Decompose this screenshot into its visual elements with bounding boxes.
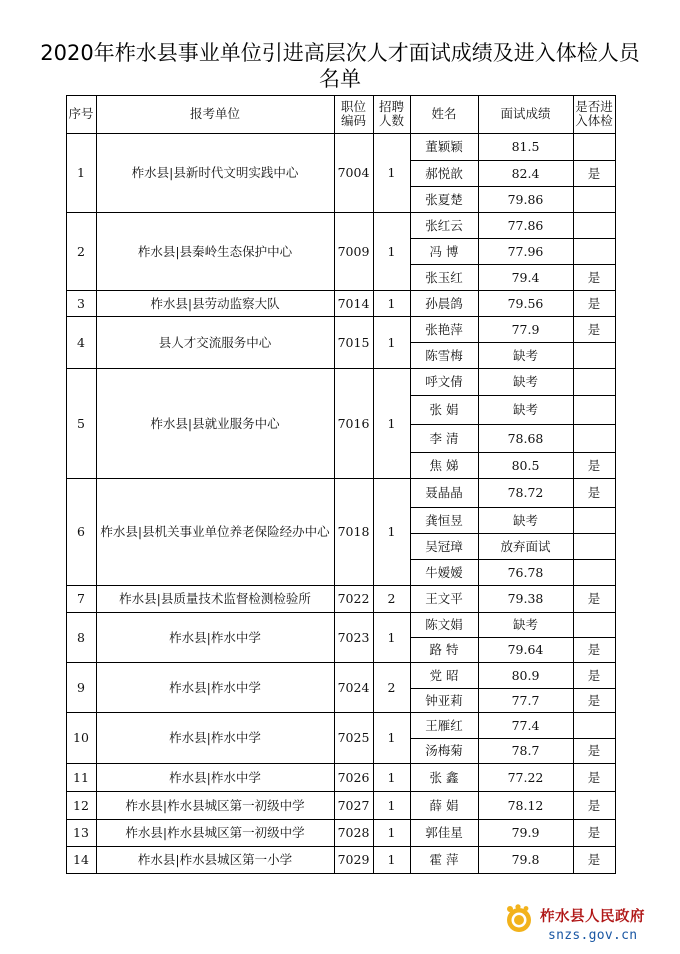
candidate-name: 张 娟 bbox=[429, 402, 459, 417]
site-url[interactable]: snzs.gov.cn bbox=[548, 928, 638, 943]
exam-status: 是 bbox=[587, 269, 601, 285]
exam-status: 是 bbox=[587, 825, 601, 840]
quota-count: 1 bbox=[387, 334, 396, 350]
position-code: 7029 bbox=[337, 852, 370, 867]
unit-name: 柞水县|柞水中学 bbox=[169, 629, 261, 645]
candidate-name: 焦 娣 bbox=[429, 457, 459, 473]
interview-score: 81.5 bbox=[511, 139, 540, 154]
interview-score: 缺考 bbox=[512, 347, 538, 363]
exam-status bbox=[573, 612, 615, 637]
exam-status bbox=[573, 212, 615, 238]
candidate-name: 孙晨鸽 bbox=[425, 295, 463, 311]
exam-status bbox=[573, 424, 615, 452]
position-code: 7026 bbox=[337, 769, 370, 785]
position-code: 7018 bbox=[337, 524, 370, 539]
exam-status bbox=[573, 238, 615, 264]
unit-name: 柞水县|柞水中学 bbox=[169, 679, 261, 695]
unit-name: 柞水县|柞水县城区第一初级中学 bbox=[125, 825, 305, 840]
interview-score: 79.8 bbox=[511, 852, 540, 867]
interview-score: 缺考 bbox=[512, 374, 538, 389]
unit-name: 柞水县|县新时代文明实践中心 bbox=[131, 165, 299, 180]
candidate-name: 牛嫒嫒 bbox=[425, 564, 463, 580]
unit-name: 柞水县|县秦岭生态保护中心 bbox=[137, 243, 293, 259]
candidate-name: 汤梅菊 bbox=[425, 743, 463, 758]
quota-count: 1 bbox=[387, 825, 396, 840]
exam-status: 是 bbox=[587, 692, 601, 708]
candidate-name: 聂晶晶 bbox=[425, 485, 463, 500]
exam-status bbox=[573, 342, 615, 368]
candidate-name: 王雁红 bbox=[425, 717, 463, 733]
candidate-name: 张玉红 bbox=[425, 269, 463, 285]
header-quota: 招聘人数 bbox=[379, 99, 405, 128]
interview-score: 79.9 bbox=[511, 825, 540, 840]
group-divider bbox=[66, 873, 616, 874]
position-code: 7023 bbox=[337, 629, 370, 645]
exam-status: 是 bbox=[587, 642, 601, 657]
position-code: 7024 bbox=[337, 679, 370, 695]
candidate-name: 王文平 bbox=[425, 591, 463, 606]
exam-status bbox=[573, 395, 615, 424]
exam-status: 是 bbox=[587, 295, 601, 311]
interview-score: 78.72 bbox=[507, 485, 544, 500]
row-index: 9 bbox=[77, 679, 85, 695]
candidate-name: 郭佳星 bbox=[425, 825, 463, 840]
exam-status bbox=[573, 186, 615, 212]
candidate-name: 陈文娟 bbox=[425, 617, 463, 632]
header-name: 姓名 bbox=[431, 106, 457, 121]
candidate-name: 郝悦歆 bbox=[425, 165, 463, 181]
candidate-name: 冯 博 bbox=[429, 243, 459, 259]
candidate-name: 薛 娟 bbox=[429, 797, 459, 813]
position-code: 7004 bbox=[337, 165, 370, 180]
candidate-name: 吴冠璋 bbox=[425, 538, 463, 554]
header-index: 序号 bbox=[68, 106, 94, 121]
interview-score: 79.38 bbox=[507, 591, 544, 606]
gov-logo-icon bbox=[504, 904, 534, 936]
exam-status: 是 bbox=[587, 321, 601, 337]
interview-score: 78.12 bbox=[507, 797, 544, 813]
position-code: 7016 bbox=[337, 415, 370, 431]
interview-score: 77.86 bbox=[507, 217, 544, 233]
row-index: 1 bbox=[77, 165, 85, 180]
row-index: 14 bbox=[73, 852, 89, 867]
candidate-name: 路 特 bbox=[429, 642, 459, 657]
exam-status: 是 bbox=[587, 591, 601, 606]
quota-count: 1 bbox=[387, 415, 396, 431]
candidate-name: 霍 萍 bbox=[429, 852, 459, 867]
interview-score: 80.5 bbox=[511, 457, 540, 473]
exam-status: 是 bbox=[587, 769, 601, 785]
row-index: 7 bbox=[77, 591, 85, 606]
quota-count: 2 bbox=[387, 679, 396, 695]
exam-status bbox=[573, 507, 615, 533]
interview-score: 77.22 bbox=[507, 769, 544, 785]
position-code: 7022 bbox=[337, 591, 370, 606]
header-exam: 是否进入体检 bbox=[575, 99, 613, 128]
interview-score: 79.4 bbox=[511, 269, 540, 285]
unit-name: 柞水县|县质量技术监督检测检验所 bbox=[119, 591, 311, 606]
interview-score: 77.9 bbox=[511, 321, 540, 337]
interview-score: 放弃面试 bbox=[500, 538, 551, 554]
interview-score: 77.4 bbox=[511, 717, 540, 733]
quota-count: 1 bbox=[387, 295, 396, 311]
exam-status bbox=[573, 133, 615, 160]
interview-score: 78.7 bbox=[511, 743, 540, 758]
candidate-name: 张艳萍 bbox=[425, 321, 463, 337]
candidate-name: 李 清 bbox=[429, 430, 459, 446]
exam-status: 是 bbox=[587, 457, 601, 473]
unit-name: 柞水县|县劳动监察大队 bbox=[150, 295, 280, 311]
interview-score: 78.68 bbox=[507, 430, 544, 446]
row-index: 11 bbox=[73, 769, 89, 785]
row-index: 6 bbox=[77, 524, 85, 539]
exam-status bbox=[573, 712, 615, 738]
quota-count: 1 bbox=[387, 243, 396, 259]
row-index: 8 bbox=[77, 629, 85, 645]
interview-score: 80.9 bbox=[511, 667, 540, 683]
row-index: 13 bbox=[73, 825, 89, 840]
exam-status bbox=[573, 559, 615, 585]
candidate-name: 龚恒昱 bbox=[425, 512, 463, 528]
row-index: 4 bbox=[77, 334, 85, 350]
interview-score: 缺考 bbox=[512, 402, 538, 417]
unit-name: 柞水县|柞水县城区第一初级中学 bbox=[125, 797, 305, 813]
exam-status bbox=[573, 533, 615, 559]
exam-status: 是 bbox=[587, 485, 601, 500]
quota-count: 1 bbox=[387, 730, 396, 745]
quota-count: 1 bbox=[387, 629, 396, 645]
unit-name: 柞水县|县就业服务中心 bbox=[150, 415, 280, 431]
table-border-top bbox=[66, 95, 616, 96]
candidate-name: 陈雪梅 bbox=[425, 347, 463, 363]
unit-name: 柞水县|县机关事业单位养老保险经办中心 bbox=[100, 524, 330, 539]
candidate-name: 钟亚莉 bbox=[425, 692, 463, 708]
interview-score: 76.78 bbox=[507, 564, 544, 580]
row-index: 10 bbox=[73, 730, 89, 745]
exam-status: 是 bbox=[587, 667, 601, 683]
exam-status: 是 bbox=[587, 743, 601, 758]
position-code: 7009 bbox=[337, 243, 370, 259]
interview-score: 缺考 bbox=[512, 617, 538, 632]
unit-name: 柞水县|柞水县城区第一小学 bbox=[137, 852, 293, 867]
quota-count: 1 bbox=[387, 769, 396, 785]
header-unit: 报考单位 bbox=[189, 106, 240, 121]
interview-score: 79.86 bbox=[507, 191, 544, 207]
exam-status bbox=[573, 368, 615, 395]
exam-status: 是 bbox=[587, 165, 601, 181]
quota-count: 1 bbox=[387, 165, 396, 180]
quota-count: 1 bbox=[387, 524, 396, 539]
interview-score: 77.7 bbox=[511, 692, 540, 708]
position-code: 7028 bbox=[337, 825, 370, 840]
unit-name: 柞水县|柞水中学 bbox=[169, 769, 261, 785]
candidate-name: 党 昭 bbox=[429, 667, 459, 683]
row-index: 2 bbox=[77, 243, 85, 259]
interview-score: 82.4 bbox=[511, 165, 540, 181]
header-code: 职位编码 bbox=[340, 99, 366, 128]
position-code: 7015 bbox=[337, 334, 370, 350]
quota-count: 1 bbox=[387, 852, 396, 867]
site-name: 柞水县人民政府 bbox=[540, 908, 645, 925]
candidate-name: 张红云 bbox=[425, 217, 463, 233]
position-code: 7025 bbox=[337, 730, 370, 745]
row-index: 3 bbox=[77, 295, 85, 311]
candidate-name: 董颖颖 bbox=[425, 139, 463, 154]
candidate-name: 呼文倩 bbox=[425, 374, 463, 389]
candidate-name: 张 鑫 bbox=[429, 769, 459, 785]
exam-status: 是 bbox=[587, 852, 601, 867]
row-index: 5 bbox=[77, 415, 85, 431]
exam-status: 是 bbox=[587, 797, 601, 813]
unit-name: 县人才交流服务中心 bbox=[158, 334, 272, 350]
candidate-name: 张夏楚 bbox=[425, 191, 463, 207]
unit-name: 柞水县|柞水中学 bbox=[169, 730, 261, 745]
position-code: 7014 bbox=[337, 295, 370, 311]
quota-count: 2 bbox=[387, 591, 396, 606]
interview-score: 77.96 bbox=[507, 243, 544, 259]
quota-count: 1 bbox=[387, 797, 396, 813]
interview-score: 79.56 bbox=[507, 295, 544, 311]
interview-score: 缺考 bbox=[512, 512, 538, 528]
interview-score: 79.64 bbox=[507, 642, 544, 657]
position-code: 7027 bbox=[337, 797, 370, 813]
header-score: 面试成绩 bbox=[500, 106, 551, 121]
document-title: 2020年柞水县事业单位引进高层次人才面试成绩及进入体检人员名单 bbox=[40, 41, 640, 91]
row-index: 12 bbox=[73, 797, 89, 813]
